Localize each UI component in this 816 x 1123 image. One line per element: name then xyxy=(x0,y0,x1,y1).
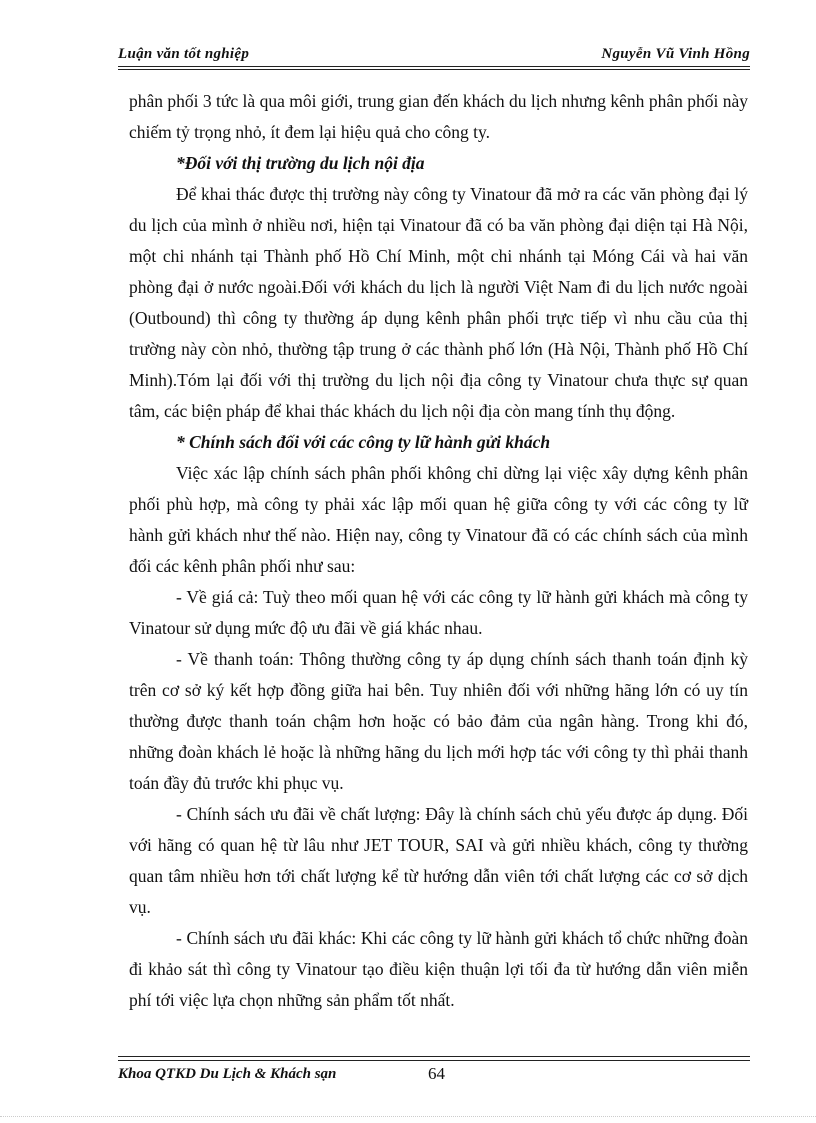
page-header xyxy=(118,44,750,67)
paragraph-distribution-policy: Việc xác lập chính sách phân phối không chỉ dừng lại việc xây dựng kênh phân phối phù hợp, mà công ty phải xác lập mối quan hệ giữa công ty với các công ty lữ hành gửi khách như thế nào. Hiện nay, công ty Vinatour đã có các chính sách của mình đối các kênh phân phối như sau: xyxy=(129,463,748,576)
bottom-dotted-divider xyxy=(0,1116,816,1118)
paragraph-distribution-channel-3: phân phối 3 tức là qua môi giới, trung gian đến khách du lịch nhưng kênh phân phối này chiếm tỷ trọng nhỏ, ít đem lại hiệu quả cho công ty. xyxy=(129,91,748,142)
heading-domestic-market: *Đối với thị trường du lịch nội địa xyxy=(176,153,425,173)
heading-travel-agency-policy: * Chính sách đối với các công ty lữ hành gửi khách xyxy=(176,432,551,452)
page-number: 64 xyxy=(428,1064,445,1083)
list-item-quality: - Chính sách ưu đãi về chất lượng: Đây là chính sách chủ yếu được áp dụng. Đối với hãng có quan hệ từ lâu như JET TOUR, SAI và gửi nhiều khách, công ty thường quan tâm nhiều hơn tới chất lượng kể từ hướng dẫn viên tới chất lượng các cơ sở dịch vụ. xyxy=(129,804,748,917)
header-thesis-label: Luận văn tốt nghiệp xyxy=(118,46,250,62)
page-body xyxy=(129,86,748,1016)
list-item-payment: - Về thanh toán: Thông thường công ty áp dụng chính sách thanh toán định kỳ trên cơ sở ký kết hợp đồng giữa hai bên. Tuy nhiên đối với những hãng lớn có uy tín thường được thanh toán chậm hơn hoặc có bảo đảm của ngân hàng. Trong khi đó, những đoàn khách lẻ hoặc là những hãng du lịch mới hợp tác với công ty thì phải thanh toán đầy đủ trước khi phục vụ. xyxy=(129,649,748,793)
list-item-price: - Về giá cả: Tuỳ theo mối quan hệ với các công ty lữ hành gửi khách mà công ty Vinatour sử dụng mức độ ưu đãi về giá khác nhau. xyxy=(129,587,748,638)
header-author-name: Nguyễn Vũ Vinh Hồng xyxy=(601,46,750,62)
page-footer xyxy=(118,1056,750,1083)
list-item-other-incentives: - Chính sách ưu đãi khác: Khi các công ty lữ hành gửi khách tổ chức những đoàn đi khảo sát thì công ty Vinatour tạo điều kiện thuận lợi tối đa từ hướng dẫn viên miễn phí tới việc lựa chọn những sản phẩm tốt nhất. xyxy=(129,928,748,1010)
paragraph-domestic-market: Để khai thác được thị trường này công ty Vinatour đã mở ra các văn phòng đại lý du lịch của mình ở nhiều nơi, hiện tại Vinatour đã có ba văn phòng đại diện tại Hà Nội, một chi nhánh tại Thành phố Hồ Chí Minh, một chi nhánh tại Móng Cái và hai văn phòng đại ở nước ngoài.Đối với khách du lịch là người Việt Nam đi du lịch nước ngoài (Outbound) thì công ty thường áp dụng kênh phân phối trực tiếp vì nhu cầu của thị trường này còn nhỏ, thường tập trung ở các thành phố lớn (Hà Nội, Thành phố Hồ Chí Minh).Tóm lại đối với thị trường du lịch nội địa công ty Vinatour chưa thực sự quan tâm, các biện pháp để khai thác khách du lịch nội địa còn mang tính thụ động. xyxy=(129,184,748,421)
footer-faculty-label: Khoa QTKD Du Lịch & Khách sạn xyxy=(118,1066,337,1082)
